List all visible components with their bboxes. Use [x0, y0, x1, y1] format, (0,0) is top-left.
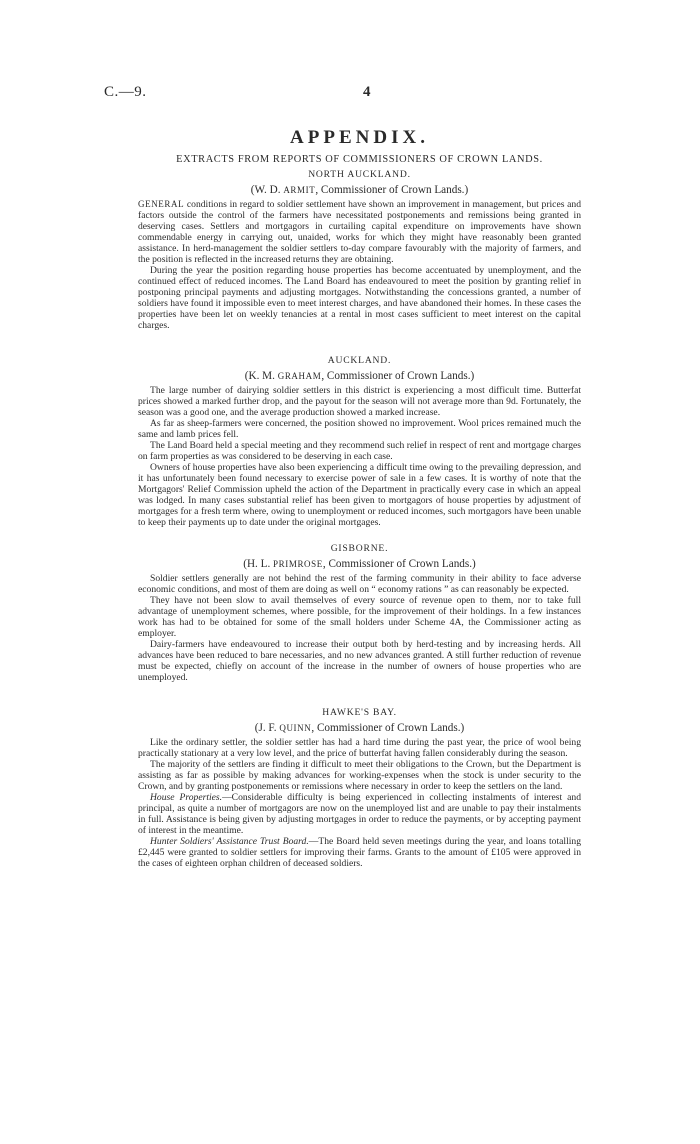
paragraph-lead: GENERAL	[138, 199, 185, 209]
commissioner-name: QUINN	[279, 723, 312, 733]
paragraph-text: —Considerable difficulty is being experienced in collecting instalments of interest and principal, as quite a number of mortgagors are now on the unemployed list and are unable to pay their instalments in full. Assistance is being given by adjusting mortgages in order to reduce the payments, or by accepting payment of interest in the meantime.	[138, 792, 581, 836]
commissioner-title: , Commissioner of Crown Lands.)	[322, 558, 476, 570]
commissioner-line	[138, 720, 581, 737]
section-gisborne	[138, 541, 581, 683]
paragraph: Like the ordinary settler, the soldier settler has had a hard time during the past year, the price of wool being practically stationary at a very low level, and the price of butterfat having fallen considerably during the season.	[138, 737, 581, 759]
section-auckland	[138, 353, 581, 528]
commissioner-name: ARMIT	[283, 185, 316, 195]
paragraph: Soldier settlers generally are not behind the rest of the farming community in their ability to face adverse economic conditions, and most of them are doing as well on “ economy rations ” as can reasonably be expected.	[138, 573, 581, 595]
commissioner-line	[138, 368, 581, 385]
page-subtitle: EXTRACTS FROM REPORTS OF COMMISSIONERS OF CROWN LANDS.	[176, 154, 543, 165]
paragraph-text: conditions in regard to soldier settlement have shown an improvement in management, but prices and factors outside the control of the farmers have necessitated postponements and remissions being granted in deserving cases. Settlers and mortgagors in curtailing capital expenditure on improvements have shown commendable energy in carrying out, unaided, works for which they might have reasonably been granted assistance. In herd-management the soldier settlers to-day compare favourably with the majority of farmers, and the position is reflected in the increased returns they are obtaining.	[138, 199, 581, 265]
paragraph: Owners of house properties have also been experiencing a difficult time owing to the prevailing depression, and it has unfortunately been found necessary to exercise power of sale in a few cases. It is worthy of note that the Mortgagors' Relief Commission upheld the action of the Department in practically every case in which an appeal was lodged. In many cases substantial relief has been given to mortgagors of house properties by adjustment of mortgages for a fresh term where, owing to unemployment or reduced incomes, such mortgagors have been unable to keep their payments up to date under the original mortgages.	[138, 462, 581, 528]
commissioner-prefix: (K. M.	[244, 370, 278, 382]
commissioner-title: , Commissioner of Crown Lands.)	[311, 722, 465, 734]
paragraph: The large number of dairying soldier settlers in this district is experiencing a most difficult time. Butterfat prices showed a marked further drop, and the payout for the season will not average more than 9d. Fortunately, the season was a good one, and the average production showed a marked increase.	[138, 385, 581, 418]
section-north-auckland	[138, 167, 581, 331]
document-body	[138, 126, 581, 869]
paragraph-text: —The Board held seven meetings during the year, and loans totalling £2,445 were granted to soldier settlers for improving their farms. Grants to the amount of £105 were approved in the cases of eighteen orphan children of deceased soldiers.	[138, 836, 581, 869]
district-heading: AUCKLAND.	[327, 355, 392, 366]
district-heading: HAWKE'S BAY.	[322, 707, 397, 718]
commissioner-prefix: (H. L.	[243, 558, 274, 570]
paragraph: The Land Board held a special meeting and they recommend such relief in respect of rent and mortgage charges on farm properties as was considered to be deserving in each case.	[138, 440, 581, 462]
district-heading: NORTH AUCKLAND.	[308, 169, 411, 180]
district-heading: GISBORNE.	[330, 543, 389, 554]
paragraph: Dairy-farmers have endeavoured to increase their output both by herd-testing and by increasing herds. All advances have been reduced to bare necessaries, and no new advances granted. A still further reduction of revenue must be expected, chiefly on account of the increase in the number of owners of house properties who are unemployed.	[138, 639, 581, 683]
commissioner-title: , Commissioner of Crown Lands.)	[315, 184, 469, 196]
paragraph-italic-heading: House Properties.	[150, 792, 223, 803]
paragraph	[138, 836, 581, 869]
paragraph	[138, 199, 581, 265]
page-number: 4	[363, 84, 371, 100]
document-reference: C.—9.	[104, 84, 147, 100]
page-title: APPENDIX.	[290, 127, 429, 148]
paragraph-italic-heading: Hunter Soldiers' Assistance Trust Board.	[150, 836, 309, 847]
commissioner-name: GRAHAM	[277, 371, 322, 381]
paragraph	[138, 792, 581, 836]
commissioner-prefix: (J. F.	[254, 722, 280, 734]
commissioner-title: , Commissioner of Crown Lands.)	[321, 370, 475, 382]
commissioner-line	[138, 182, 581, 199]
paragraph: The majority of the settlers are finding it difficult to meet their obligations to the Crown, but the Department is assisting as far as possible by making advances for working-expenses when the stock is under security to the Crown, and by granting postponements or remissions where necessary in order to keep the settlers on the land.	[138, 759, 581, 792]
commissioner-name: PRIMROSE	[273, 559, 323, 569]
commissioner-line	[138, 556, 581, 573]
paragraph: As far as sheep-farmers were concerned, the position showed no improvement. Wool prices remained much the same and lamb prices fell.	[138, 418, 581, 440]
commissioner-prefix: (W. D.	[250, 184, 284, 196]
paragraph: During the year the position regarding house properties has become accentuated by unemployment, and the continued effect of reduced incomes. The Land Board has endeavoured to meet the position by granting relief in postponing principal payments and adjusting mortgages. Notwithstanding the concessions granted, a number of soldiers have found it impossible even to meet interest charges, and have abandoned their homes. In these cases the properties have been let on weekly tenancies at a rental in most cases sufficient to meet interest on the capital charges.	[138, 265, 581, 331]
section-hawkes-bay	[138, 705, 581, 869]
paragraph: They have not been slow to avail themselves of every source of revenue open to them, nor to take full advantage of unemployment schemes, where possible, for the improvement of their holdings. In a few instances work has had to be obtained for some of the small holders under Scheme 4A, the Commissioner acting as employer.	[138, 595, 581, 639]
